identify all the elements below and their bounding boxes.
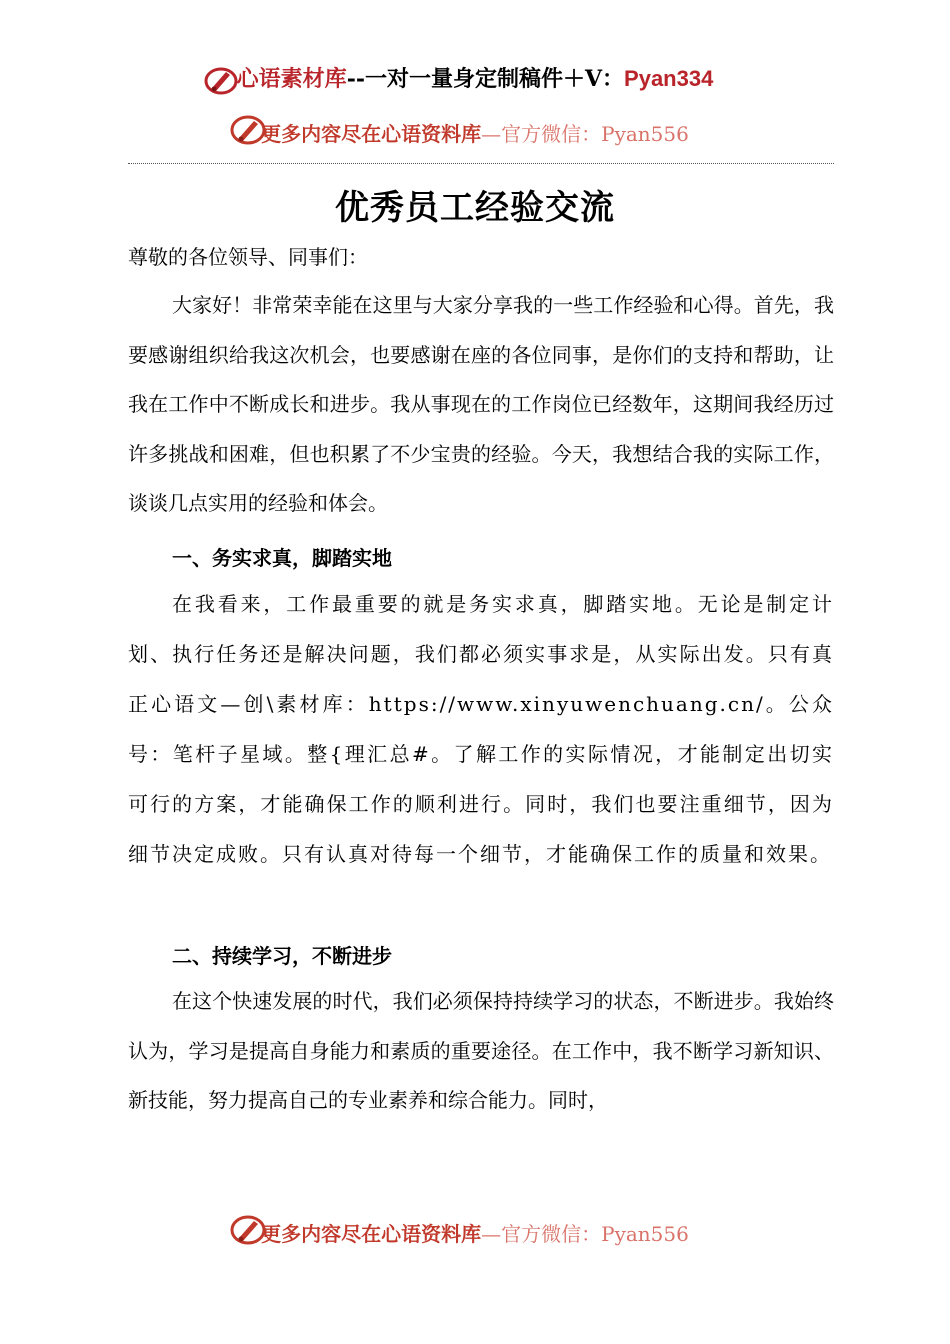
header-contact: Pyan334	[624, 66, 714, 91]
footer-line	[0, 1218, 950, 1247]
section-2-paragraph: 在这个快速发展的时代，我们必须保持持续学习的状态，不断进步。我始终认为，学习是提高自身能力和素质的重要途径。在工作中，我不断学习新知识、新技能，努力提高自己的专业素养和综合能力。同时，	[128, 989, 834, 1112]
salutation: 尊敬的各位领导、同事们：	[128, 245, 368, 269]
header-promo-text: --一对一量身定制稿件＋V：	[346, 66, 625, 92]
header-divider	[128, 163, 834, 164]
section-1-heading: 一、务实求真，脚踏实地	[172, 546, 392, 570]
header-brand: 心语素材库	[236, 66, 347, 92]
header-promo-line	[0, 62, 950, 93]
header-sub-brand: 更多内容尽在心语资料库	[261, 122, 482, 146]
section-1-paragraph: 在我看来，工作最重要的就是务实求真，脚踏实地。无论是制定计划、执行任务还是解决问题，我们都必须实事求是，从实际出发。只有真正心语文—创\素材库：https://www.xinyuwenchuang.cn/。公众号：笔杆子星域。整{理汇总#。了解工作的实际情况，才能制定出切实可行的方案，才能确保工作的顺利进行。同时，我们也要注重细节，因为细节决定成败。只有认真对待每一个细节，才能确保工作的质量和效果。	[128, 592, 834, 866]
intro-paragraph: 大家好！非常荣幸能在这里与大家分享我的一些工作经验和心得。首先，我要感谢组织给我这次机会，也要感谢在座的各位同事，是你们的支持和帮助，让我在工作中不断成长和进步。我从事现在的工作岗位已经数年，这期间我经历过许多挑战和困难，但也积累了不少宝贵的经验。今天，我想结合我的实际工作，谈谈几点实用的经验和体会。	[128, 293, 834, 515]
header-sub-contact: —官方微信：Pyan556	[481, 122, 689, 146]
page-title: 优秀员工经验交流	[335, 188, 615, 228]
section-2-heading: 二、持续学习，不断进步	[172, 944, 392, 968]
header-subline	[0, 118, 950, 147]
footer-brand: 更多内容尽在心语资料库	[261, 1222, 482, 1246]
footer-contact: —官方微信：Pyan556	[481, 1222, 689, 1246]
